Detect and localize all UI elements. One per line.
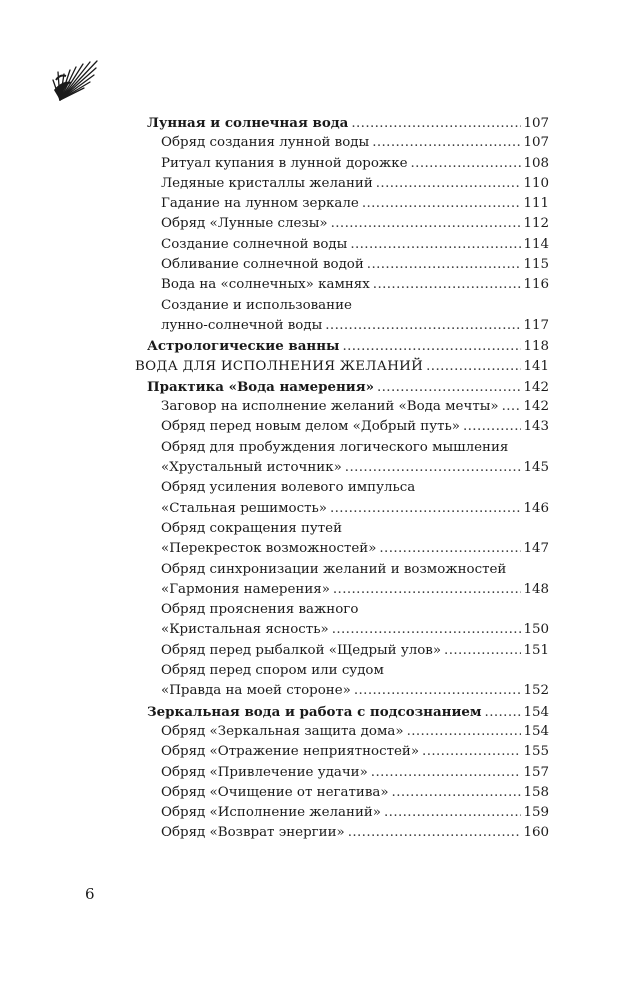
toc-entry-page: 145 (523, 460, 549, 476)
toc-leader-dots (373, 275, 522, 295)
toc-entry-page: 157 (523, 764, 549, 780)
toc-entry (161, 641, 549, 661)
toc-entry-page: 142 (523, 379, 549, 395)
toc-leader-dots (350, 235, 521, 255)
toc-entry-page: 107 (523, 135, 549, 151)
page-number: 6 (85, 885, 95, 903)
toc-entry-page: 147 (523, 541, 549, 557)
toc-entry (161, 763, 549, 783)
toc-entry-title: Обливание солнечной водой (161, 257, 364, 273)
toc-leader-dots (331, 214, 522, 234)
toc-entry-title: Обряд «Очищение от негатива» (161, 784, 389, 800)
toc-entry-page: 155 (523, 744, 549, 760)
toc-entry-title: Обряд «Отражение неприятностей» (161, 744, 420, 760)
toc-entry-page: 143 (523, 419, 549, 435)
toc-leader-dots (502, 397, 522, 417)
toc-leader-dots (354, 681, 522, 701)
toc-leader-dots (411, 154, 522, 174)
toc-entry-title: «Стальная решимость» (161, 500, 327, 516)
toc-entry-title: лунно-солнечной воды (161, 317, 323, 333)
toc-entry-title: Обряд прояснения важного (161, 602, 359, 618)
toc-entry-page: 159 (523, 805, 549, 821)
toc-entry (135, 377, 549, 397)
toc-entry-title: Обряд перед рыбалкой «Щедрый улов» (161, 642, 442, 658)
toc-entry (135, 336, 549, 356)
toc-entry-title: Обряд синхронизации желаний и возможностей (161, 561, 507, 577)
toc-entry (161, 499, 549, 519)
toc-entry (161, 174, 549, 194)
toc-entry-title: ВОДА ДЛЯ ИСПОЛНЕНИЯ ЖЕЛАНИЙ (135, 358, 424, 374)
toc-leader-dots (407, 722, 522, 742)
toc-entry (135, 113, 549, 133)
toc-entry-title: Обряд усиления волевого импульса (161, 480, 416, 496)
toc-entry-title: Астрологические ванны (147, 338, 340, 355)
sunburst-ornament-icon (50, 50, 102, 102)
toc-leader-dots (351, 114, 521, 134)
toc-entry-title: Обряд «Лунные слезы» (161, 216, 328, 232)
toc-entry-title: «Перекресток возможностей» (161, 541, 377, 557)
toc-entry-title: «Гармония намерения» (161, 581, 330, 597)
toc-entry (161, 560, 549, 580)
toc-entry (161, 600, 549, 620)
toc-entry (161, 823, 549, 843)
toc-entry-page: 141 (523, 358, 549, 374)
toc-leader-dots (367, 255, 522, 275)
toc-entry (161, 194, 549, 214)
toc-entry (161, 275, 549, 295)
toc-leader-dots (376, 174, 522, 194)
toc-entry-page: 114 (523, 236, 549, 252)
toc-entry (135, 357, 549, 377)
toc-leader-dots (444, 641, 521, 661)
toc-entry (161, 580, 549, 600)
toc-entry (161, 783, 549, 803)
toc-leader-dots (377, 378, 521, 398)
toc-entry (161, 722, 549, 742)
toc-entry (161, 681, 549, 701)
toc-entry-page: 112 (523, 216, 549, 232)
toc-entry-title: Ледяные кристаллы желаний (161, 175, 373, 191)
toc-leader-dots (485, 703, 522, 723)
toc-entry-title: Зеркальная вода и работа с подсознанием (147, 703, 482, 720)
toc-entry-page: 154 (523, 704, 549, 720)
toc-entry-page: 160 (523, 825, 549, 841)
toc-leader-dots (330, 499, 521, 519)
toc-entry-title: «Правда на моей стороне» (161, 683, 351, 699)
toc-entry-page: 154 (523, 723, 549, 739)
toc-entry (161, 478, 549, 498)
toc-entry (161, 417, 549, 437)
toc-entry-title: Ритуал купания в лунной дорожке (161, 155, 408, 171)
toc-entry-title: Практика «Вода намерения» (147, 378, 374, 395)
toc-entry (135, 702, 549, 722)
toc-entry-title: Лунная и солнечная вода (147, 115, 349, 131)
toc-entry (161, 397, 549, 417)
toc-entry-title: Гадание на лунном зеркале (161, 196, 359, 212)
toc-entry-page: 115 (523, 257, 549, 273)
toc-entry (161, 214, 549, 234)
toc-entry-title: Вода на «солнечных» камнях (161, 277, 370, 293)
toc-entry-title: Обряд перед спором или судом (161, 663, 384, 679)
toc-entry-page: 117 (523, 317, 549, 333)
toc-entry (161, 438, 549, 458)
toc-entry-page: 142 (523, 399, 549, 415)
toc-entry-title: Создание солнечной воды (161, 236, 348, 252)
toc-entry (161, 133, 549, 153)
toc-entry (161, 803, 549, 823)
toc-leader-dots (332, 620, 522, 640)
toc-entry-title: «Кристальная ясность» (161, 622, 329, 638)
toc-entry (161, 235, 549, 255)
toc-leader-dots (325, 316, 521, 336)
toc-leader-dots (372, 133, 521, 153)
toc-entry (161, 519, 549, 539)
toc-entry-title: Обряд «Зеркальная защита дома» (161, 723, 404, 739)
toc-leader-dots (348, 823, 522, 843)
toc-leader-dots (342, 337, 521, 357)
toc-entry-title: Обряд создания лунной воды (161, 135, 370, 151)
toc-leader-dots (371, 763, 522, 783)
toc-entry (161, 255, 549, 275)
toc-entry-page: 151 (523, 642, 549, 658)
toc-leader-dots (333, 580, 522, 600)
toc-entry-page: 148 (523, 581, 549, 597)
toc-entry-page: 111 (523, 196, 549, 212)
toc-entry-page: 158 (523, 784, 549, 800)
toc-entry-page: 107 (523, 116, 549, 131)
toc-entry-title: Обряд для пробуждения логического мышления (161, 439, 509, 455)
toc-entry (161, 296, 549, 316)
toc-entry-page: 108 (523, 155, 549, 171)
toc-leader-dots (463, 417, 521, 437)
toc-entry (161, 661, 549, 681)
toc-entry-page: 110 (523, 175, 549, 191)
toc-leader-dots (362, 194, 522, 214)
toc-entry (161, 742, 549, 762)
toc-entry (161, 539, 549, 559)
toc-entry-title: Обряд «Возврат энергии» (161, 825, 345, 841)
toc-leader-dots (379, 539, 521, 559)
toc-entry-title: «Хрустальный источник» (161, 460, 342, 476)
toc-leader-dots (345, 458, 522, 478)
toc-entry-title: Обряд «Исполнение желаний» (161, 805, 382, 821)
toc-entry (161, 620, 549, 640)
toc-leader-dots (426, 357, 521, 377)
toc-entry (161, 154, 549, 174)
toc-leader-dots (384, 803, 521, 823)
toc-entry-title: Заговор на исполнение желаний «Вода мечты» (161, 399, 499, 415)
toc-entry-page: 146 (523, 500, 549, 516)
toc-entry-title: Обряд «Привлечение удачи» (161, 764, 368, 780)
toc-entry-page: 118 (523, 339, 549, 355)
toc-leader-dots (422, 742, 521, 762)
toc-entry-page: 116 (523, 277, 549, 293)
toc-entry-title: Обряд перед новым делом «Добрый путь» (161, 419, 460, 435)
toc-entry-page: 152 (523, 683, 549, 699)
toc-entry (161, 458, 549, 478)
toc-entry-title: Обряд сокращения путей (161, 520, 343, 536)
table-of-contents (0, 113, 619, 844)
toc-entry-title: Создание и использование (161, 297, 352, 313)
toc-entry-page: 150 (523, 622, 549, 638)
toc-entry (161, 316, 549, 336)
toc-leader-dots (392, 783, 522, 803)
